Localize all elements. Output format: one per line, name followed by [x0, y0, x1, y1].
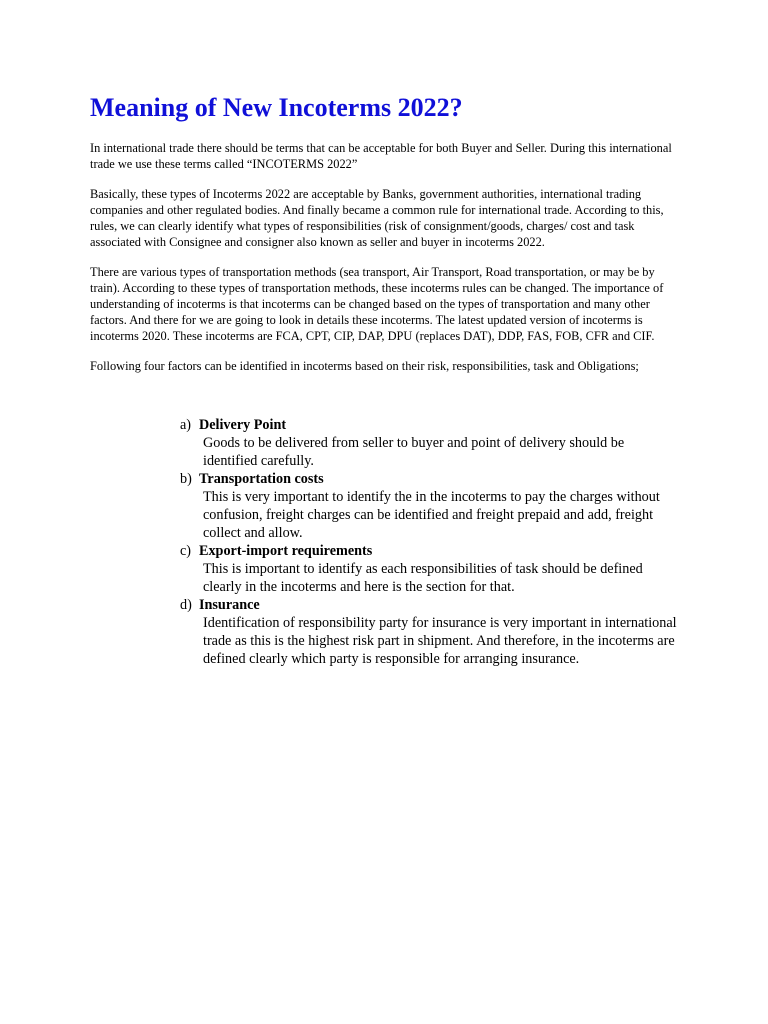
factor-letter: d)	[180, 597, 192, 613]
factor-letter: b)	[180, 471, 192, 487]
document-title: Meaning of New Incoterms 2022?	[90, 93, 463, 122]
factor-heading	[180, 542, 680, 560]
paragraph-factors-intro: Following four factors can be identified in incoterms based on their risk, responsibilities, task and Obligations;	[90, 359, 639, 373]
factor-letter: c)	[180, 543, 192, 559]
factor-heading	[180, 470, 680, 488]
factor-body: Goods to be delivered from seller to buyer and point of delivery should be identified carefully.	[203, 435, 625, 469]
factor-heading	[180, 596, 680, 614]
factor-list	[180, 416, 680, 668]
factor-body: This is important to identify as each responsibilities of task should be defined clearly in the incoterms and here is the section for that.	[203, 561, 643, 595]
paragraph-transport: There are various types of transportation methods (sea transport, Air Transport, Road transportation, or may be by train). According to these types of transportation methods, these incoterms rules can be changed. The importance of understanding of incoterms is that incoterms can be changed based on the types of transportation and many other factors. And there for we are going to look in details these incoterms. The latest updated version of incoterms is incoterms 2020. These incoterms are FCA, CPT, CIP, DAP, DPU (replaces DAT), DDP, FAS, FOB, CFR and CIF.	[90, 265, 664, 343]
factor-body: This is very important to identify the in the incoterms to pay the charges without confusion, freight charges can be identified and freight prepaid and add, freight collect and allow.	[203, 489, 660, 541]
factor-item	[180, 596, 680, 668]
paragraph-intro: In international trade there should be terms that can be acceptable for both Buyer and Seller. During this international trade we use these terms called “INCOTERMS 2022”	[90, 141, 672, 171]
factor-title: Transportation costs	[199, 471, 324, 487]
factor-letter: a)	[180, 417, 192, 433]
factor-item	[180, 542, 680, 596]
paragraph-acceptance: Basically, these types of Incoterms 2022 are acceptable by Banks, government authorities, international trading companies and other regulated bodies. And finally became a common rule for international trade. According to this, rules, we can clearly identify what types of responsibilities (risk of consignment/goods, charges/ cost and task associated with Consignee and consigner also known as seller and buyer in incoterms 2022.	[90, 187, 664, 249]
factor-heading	[180, 416, 680, 434]
factor-title: Export-import requirements	[199, 543, 373, 559]
factor-item	[180, 470, 680, 542]
factor-body: Identification of responsibility party for insurance is very important in international trade as this is the highest risk part in shipment. And therefore, in the incoterms are defined clearly which party is responsible for arranging insurance.	[203, 615, 677, 667]
document-page	[90, 92, 680, 388]
factor-item	[180, 416, 680, 470]
factor-title: Delivery Point	[199, 417, 287, 433]
factor-title: Insurance	[199, 597, 260, 613]
